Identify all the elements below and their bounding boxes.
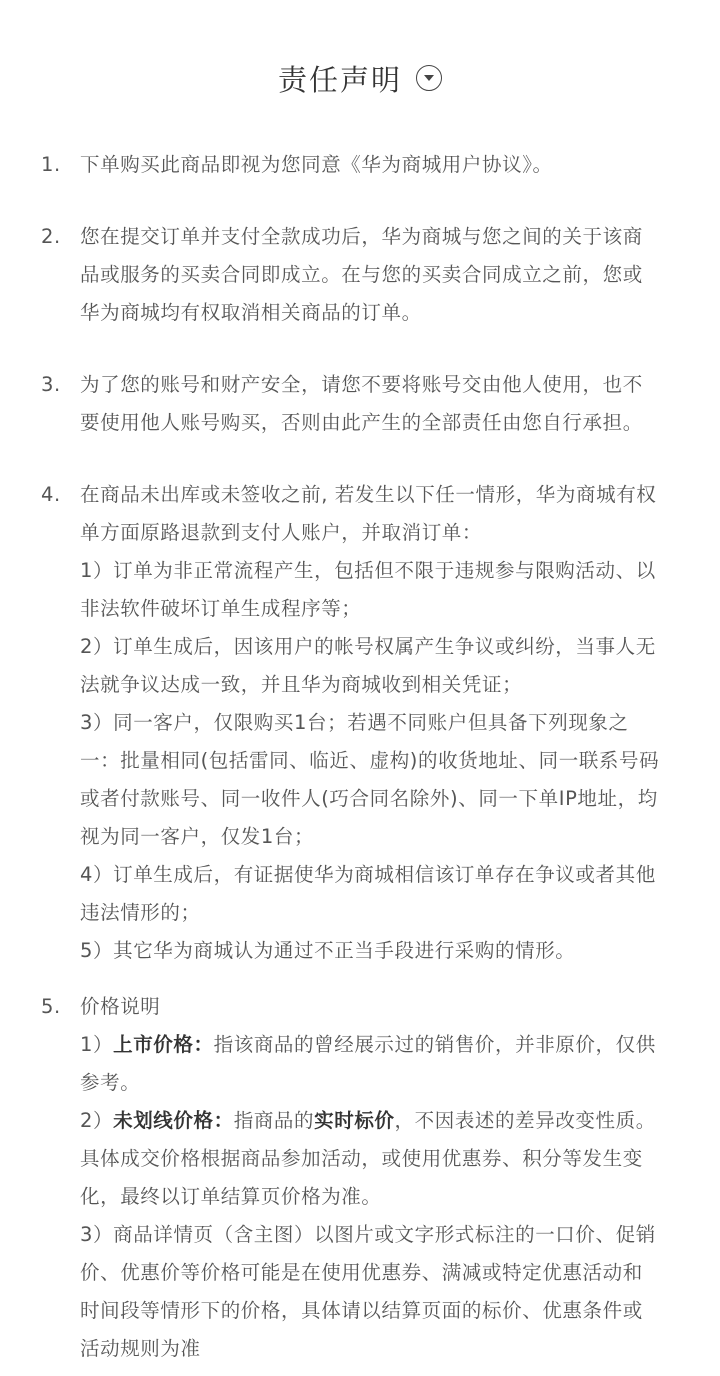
price-paragraph-2 <box>80 1102 690 1140</box>
text-line: 4）订单生成后，有证据使华为商城相信该订单存在争议或者其他 <box>80 863 656 886</box>
text-line: 单方面原路退款到支付人账户，并取消订单： <box>80 521 483 544</box>
text-line: 华为商城均有权取消相关商品的订单。 <box>80 301 422 324</box>
list-item <box>0 476 720 970</box>
text-line: 或者付款账号、同一收件人(巧合同名除外)、同一下单IP地址，均 <box>80 787 658 810</box>
price-paragraph-1 <box>80 1026 690 1064</box>
item-number: 4. <box>41 483 61 506</box>
disclaimer-list <box>0 146 720 1368</box>
list-item <box>0 146 720 184</box>
text-line: 化，最终以订单结算页价格为准。 <box>80 1185 382 1208</box>
collapse-toggle-button[interactable] <box>416 65 442 91</box>
bold-term: 未划线价格： <box>113 1109 234 1132</box>
item-number: 3. <box>41 373 61 396</box>
text-line: 违法情形的； <box>80 901 201 924</box>
text-line: 视为同一客户，仅发1台； <box>80 825 315 848</box>
text-line: 为了您的账号和财产安全，请您不要将账号交由他人使用，也不 <box>80 373 643 396</box>
header <box>0 54 720 102</box>
text: 指商品的 <box>233 1109 315 1132</box>
text-line: 品或服务的买卖合同即成立。在与您的买卖合同成立之前，您或 <box>80 263 643 286</box>
text-line: 3）商品详情页（含主图）以图片或文字形式标注的一口价、促销 <box>80 1223 656 1246</box>
text-line: 要使用他人账号购买，否则由此产生的全部责任由您自行承担。 <box>80 411 643 434</box>
text: 指该商品的曾经展示过的销售价，并非原价，仅供 <box>213 1033 656 1056</box>
prefix: 1） <box>80 1033 114 1056</box>
text-line: 2）订单生成后，因该用户的帐号权属产生争议或纠纷，当事人无 <box>80 635 656 658</box>
text-line: 3）同一客户，仅限购买1台；若遇不同账户但具备下列现象之 <box>80 711 629 734</box>
text-line: 法就争议达成一致，并且华为商城收到相关凭证； <box>80 673 523 696</box>
text-line: 在商品未出库或未签收之前, 若发生以下任一情形，华为商城有权 <box>80 483 657 506</box>
bold-term: 实时标价 <box>314 1109 395 1132</box>
text-line: 下单购买此商品即视为您同意《华为商城用户协议》。 <box>80 153 553 176</box>
page-title: 责任声明 <box>277 62 402 97</box>
text-line: 一：批量相同(包括雷同、临近、虚构)的收货地址、同一联系号码 <box>80 749 660 772</box>
prefix: 2） <box>80 1109 114 1132</box>
text-line: 5）其它华为商城认为通过不正当手段进行采购的情形。 <box>80 939 576 962</box>
item-number: 2. <box>41 225 61 248</box>
item-number: 5. <box>41 995 61 1018</box>
text-line: 您在提交订单并支付全款成功后，华为商城与您之间的关于该商 <box>80 225 643 248</box>
text-line: 活动规则为准 <box>80 1337 201 1360</box>
text-line: 参考。 <box>80 1071 141 1094</box>
text: ，不因表述的差异改变性质。 <box>394 1109 656 1132</box>
text-line: 价、优惠价等价格可能是在使用优惠券、满减或特定优惠活动和 <box>80 1261 643 1284</box>
text-line: 非法软件破坏订单生成程序等； <box>80 597 362 620</box>
text-line: 时间段等情形下的价格，具体请以结算页面的标价、优惠条件或 <box>80 1299 643 1322</box>
section-heading: 价格说明 <box>80 995 161 1018</box>
item-number: 1. <box>41 153 61 176</box>
bold-term: 上市价格： <box>113 1033 214 1056</box>
caret-down-icon <box>424 75 434 81</box>
list-item <box>0 988 720 1368</box>
text-line: 具体成交价格根据商品参加活动，或使用优惠券、积分等发生变 <box>80 1147 643 1170</box>
text-line: 1）订单为非正常流程产生，包括但不限于违规参与限购活动、以 <box>80 559 656 582</box>
list-item <box>0 218 720 332</box>
list-item <box>0 366 720 442</box>
